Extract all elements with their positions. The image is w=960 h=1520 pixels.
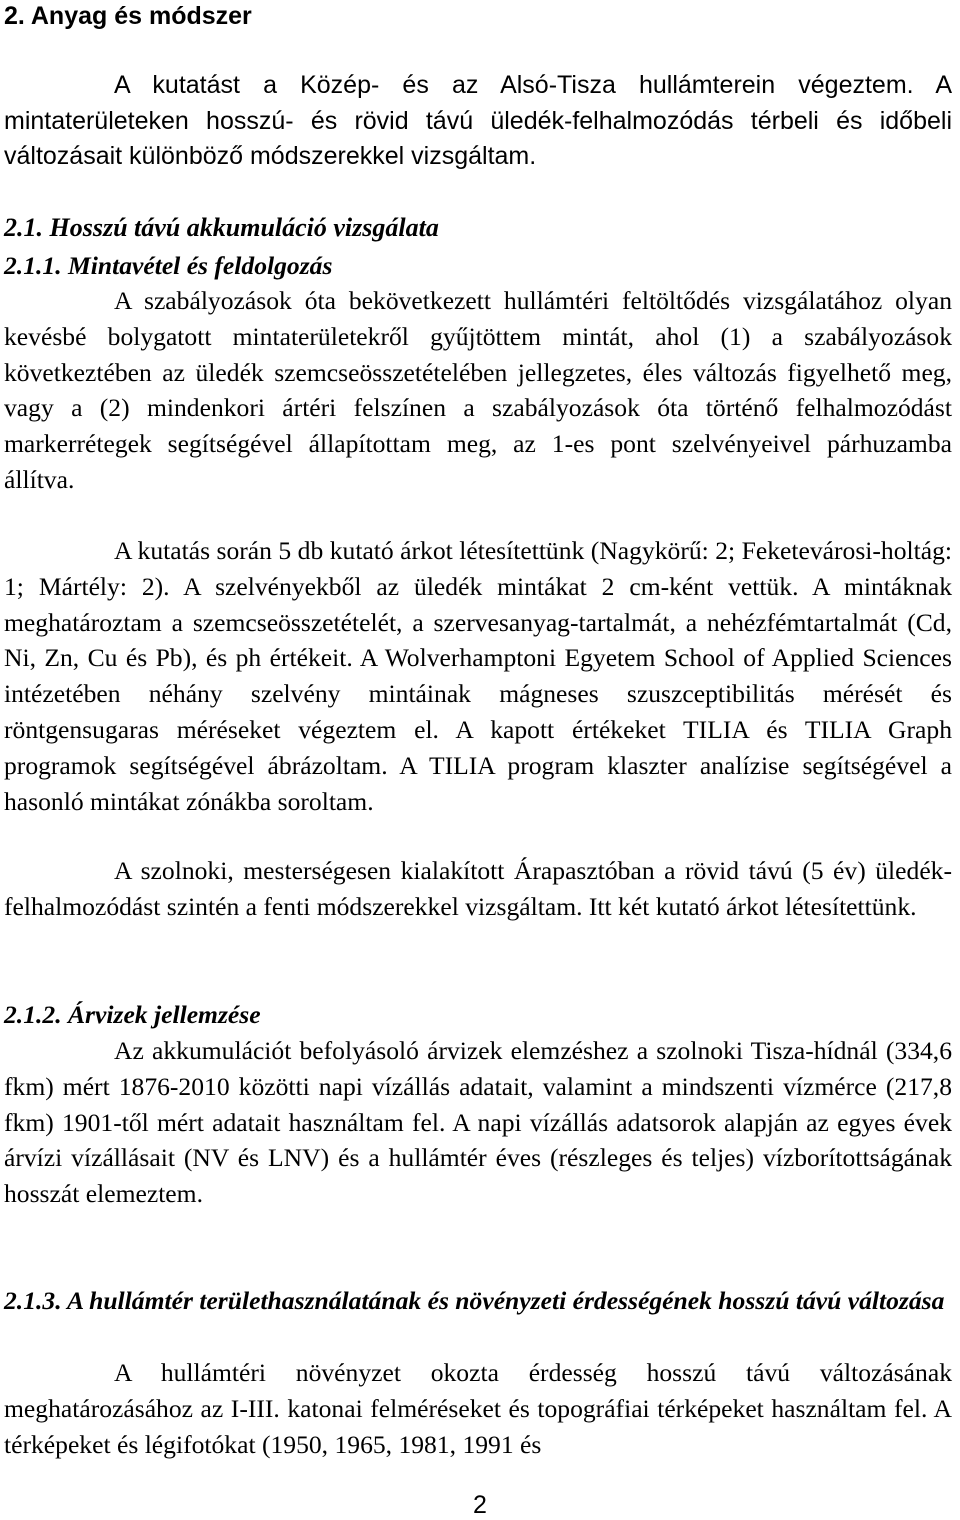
chapter-heading: 2. Anyag és módszer	[4, 2, 252, 30]
paragraph-arapaszto: A szolnoki, mesterségesen kialakított Árapasztóban a rövid távú (5 év) üledék-felhalmozódást szintén a fenti módszerekkel vizsgáltam. Itt két kutató árkot létesítettünk.	[4, 856, 952, 921]
subsection-heading-2-1-2: 2.1.2. Árvizek jellemzése	[4, 1000, 261, 1029]
subsection-heading-2-1-3: 2.1.3. A hullámtér területhasználatának és növényzeti érdességének hosszú távú változása	[4, 1286, 945, 1315]
section-heading-2-1: 2.1. Hosszú távú akkumuláció vizsgálata	[4, 213, 439, 242]
paragraph-sampling: A szabályozások óta bekövetkezett hullámtéri feltöltődés vizsgálatához olyan kevésbé bolygatott mintaterületekről gyűjtöttem mintát, ahol (1) a szabályozások következtében az üledék szemcseösszetételében jellegzetes, éles változás figyelhető meg, vagy a (2) mindenkori ártéri felszínen a szabályozások óta történő felhalmozódást markerrétegek segítségével állapítottam meg, az 1-es pont szelvényeivel párhuzamba állítva.	[4, 286, 952, 494]
paragraph-floods: Az akkumulációt befolyásoló árvizek elemzéshez a szolnoki Tisza-hídnál (334,6 fkm) mért 1876-2010 közötti napi vízállás adatait, valamint a mindszenti vízmérce (217,8 fkm) 1901-től mért adatait használtam fel. A napi vízállás adatsorok alapján az egyes évek árvízi vízállásait (NV és LNV) és a hullámtér éves (részleges és teljes) vízborítottságának hosszát elemeztem.	[4, 1036, 952, 1209]
intro-paragraph: A kutatást a Közép- és az Alsó-Tisza hullámterein végeztem. A mintaterületeken hosszú- és rövid távú üledék-felhalmozódás térbeli és időbeli változásait különböző módszerekkel vizsgáltam.	[4, 71, 952, 170]
paragraph-trenches: A kutatás során 5 db kutató árkot létesítettünk (Nagykörű: 2; Feketevárosi-holtág: 1; Mártély: 2). A szelvényekből az üledék mintákat 2 cm-ként vettük. A mintáknak meghatároztam a szemcseösszetételét, a szervesanyag-tartalmát, a nehézfémtartalmát (Cd, Ni, Zn, Cu és Pb), és ph értékeit. A Wolverhamptoni Egyetem School of Applied Sciences intézetében néhány szelvény mintáinak mágneses szuszceptibilitás mérését és röntgensugaras méréseket végeztem el. A kapott értékeket TILIA és TILIA Graph programok segítségével ábrázoltam. A TILIA program klaszter analízise segítségével a hasonló mintákat zónákba soroltam.	[4, 536, 952, 816]
page-number: 2	[473, 1491, 487, 1519]
paragraph-land-use: A hullámtéri növényzet okozta érdesség hosszú távú változásának meghatározásához az I-III. katonai felméréseket és topográfiai térképeket használtam fel. A térképeket és légifotókat (1950, 1965, 1981, 1991 és	[4, 1358, 952, 1459]
subsection-heading-2-1-1: 2.1.1. Mintavétel és feldolgozás	[4, 251, 333, 280]
